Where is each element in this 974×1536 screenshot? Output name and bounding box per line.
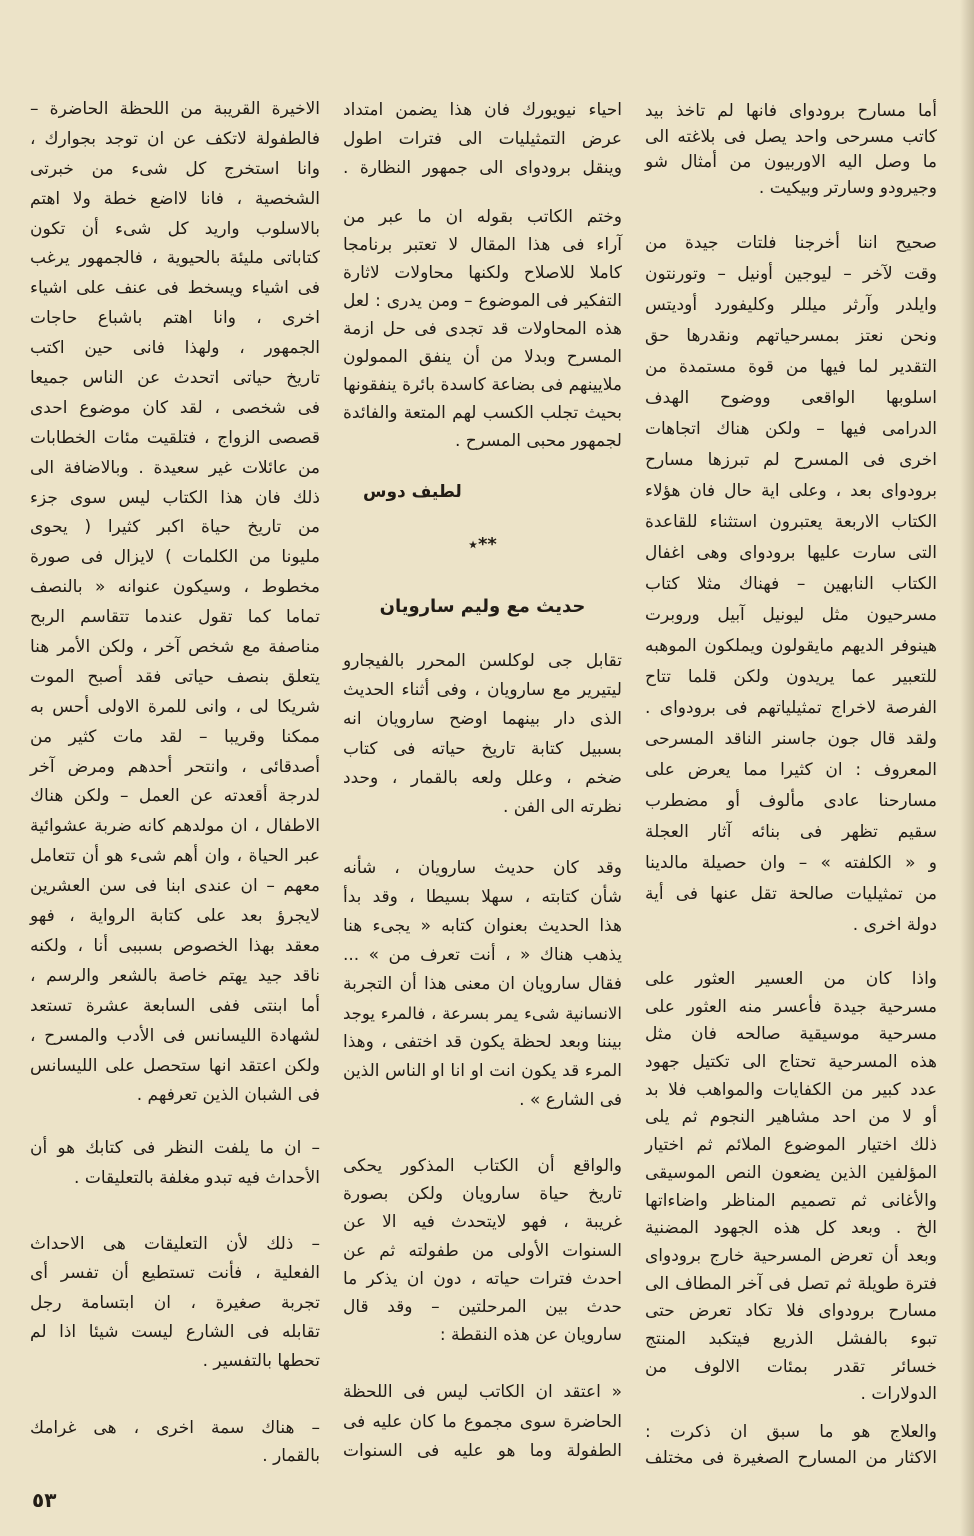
- text-line: اسلوبها الواقعى ووضوح الهدف: [645, 388, 937, 408]
- text-line: اخرى فى المسرح لم تبرزها مسارح: [645, 450, 937, 470]
- paragraph: [645, 1419, 937, 1471]
- text-line: فى اشياء ويسخط فى عنف على اشياء: [30, 278, 320, 299]
- text-line: كاملا للاصلاح ولكنها محاولات لاثارة: [343, 263, 622, 283]
- left-column: [30, 0, 320, 1536]
- text-line: الدرامى فيها – ولكن هناك اتجاهات: [645, 419, 937, 439]
- text-line: أما مسارح برودواى فانها لم تاخذ بيد: [645, 101, 937, 121]
- text-line: بيننا وبعد لحظة يكون قد اختفى ، وهذا: [343, 1032, 622, 1052]
- paragraph: [30, 1230, 320, 1376]
- text-line: وقد كان حديث سارويان ، شأنه: [343, 858, 622, 878]
- paragraph: [645, 966, 937, 1409]
- text-line: التقدير لما فيها من قوة مستمدة من: [645, 357, 937, 377]
- text-line: – ذلك لأن التعليقات هى الاحداث: [30, 1234, 320, 1254]
- text-line: لجمهور محبى المسرح .: [454, 431, 622, 451]
- text-line: كاتب مسرحى واحد يصل فى بلاغته الى: [645, 126, 937, 147]
- text-line: « اعتقد ان الكاتب ليس فى اللحظة: [343, 1382, 622, 1402]
- text-line: شريكا لى ، وانى للمرة الاولى أحس به: [30, 696, 320, 717]
- text-line: للتعبير عما يريدون ولكن قلما تتاح: [645, 667, 937, 687]
- page-number: ٥٣: [32, 1488, 57, 1512]
- text-line: وينقل برودواى الى جمهور النظارة .: [343, 158, 622, 178]
- text-line: عدد كبير من الكفايات والمواهب فلا بد: [645, 1079, 937, 1100]
- text-line: الكتاب الاربعة يعتبرون استثناء للقاعدة: [645, 512, 937, 532]
- text-line: أصدقائى ، وانتحر أحدهم ومرض آخر: [30, 756, 320, 777]
- text-line: الانسانية شىء يمر بسرعة ، فالمرء يوجد: [343, 1004, 622, 1023]
- text-line: مسرحيون مثل ليونيل آبيل وروبرت: [645, 605, 937, 625]
- text-line: ما وصل اليه الاوربيون من أمثال شو: [645, 152, 937, 172]
- text-line: الاطفال ، ان مولدهم كانه ضربة عشوائية: [30, 816, 320, 837]
- text-line: ملايينهم فى بضاعة كاسدة بائرة ينفقونها: [343, 375, 622, 395]
- paragraph: [343, 96, 622, 183]
- text-line: آراء فى هذا المقال لا تعتبر برنامجا: [343, 235, 622, 255]
- paragraph: [343, 854, 622, 1115]
- text-line: وختم الكاتب بقوله ان ما عبر من: [343, 207, 622, 227]
- paragraph: [343, 203, 622, 455]
- text-line: المؤلفين الذين يضعون النص الموسيقى: [645, 1162, 937, 1183]
- text-line: وقت لآخر – ليوجين أونيل – وتورنتون: [645, 264, 937, 284]
- text-line: خسائر تقدر بمئات الالوف من: [645, 1356, 937, 1377]
- text-line: – ان ما يلفت النظر فى كتابك هو أن: [30, 1138, 320, 1158]
- text-line: فى الشبان الذين تعرفهم .: [136, 1085, 320, 1106]
- text-line: معهم – ان عندى ابنا فى سن العشرين: [30, 876, 320, 897]
- text-line: عرض التمثيليات الى فترات اطول: [343, 129, 622, 149]
- paragraph: [30, 1414, 320, 1470]
- text-line: فترة طويلة ثم تصل فى آخر المطاف الى: [645, 1273, 937, 1294]
- text-line: الحاضرة سوى مجموع ما كان عليه فى: [343, 1411, 622, 1432]
- text-line: الخ . وبعد كل هذه الجهود المضنية: [645, 1218, 937, 1239]
- text-line: – هناك سمة اخرى ، هى غرامك: [30, 1418, 320, 1438]
- text-line: هذه المسرحية تحتاج الى تكتيل جهود: [645, 1052, 937, 1073]
- text-line: الشخصية ، فانا لااضع خطة ولا اهتم: [30, 188, 320, 209]
- text-line: مسارح برودواى فلا تكاد تعرض حتى: [645, 1301, 937, 1322]
- text-line: شأن كتابته ، سهلا بسيطا ، وقد بدأ: [343, 887, 622, 907]
- text-line: الكتاب النابهين – فهناك مثلا كتاب: [645, 574, 937, 594]
- text-line: وانا استخرج كل شىء من خبرتى: [30, 158, 320, 179]
- text-line: يتعلق بنصف حياتى فقد أصبح الموت: [30, 666, 320, 687]
- text-line: اخرى ، وانا اهتم باشباع حاجات: [30, 308, 320, 329]
- text-line: ذلك فان هذا الكتاب ليس سوى جزء: [30, 487, 320, 508]
- text-line: تجربة صغيرة ، ان ابتسامة رجل: [30, 1292, 320, 1313]
- text-line: مخطوط ، وسيكون عنوانه « بالنصف: [30, 577, 320, 598]
- author-signature: لطيف دوس: [363, 482, 462, 502]
- text-line: فالطفولة لاتكف عن ان توجد بجوارك ،: [30, 128, 320, 149]
- text-line: الأحداث فيه تبدو مغلفة بالتعليقات .: [74, 1168, 320, 1188]
- text-line: ممكنا وقريبا – لقد مات كثير من: [30, 726, 320, 747]
- text-line: كتاباتى مليئة بالحيوية ، فالجمهور يرغب: [30, 248, 320, 269]
- text-line: تماما كما تقول عندما تتقاسم الربح: [30, 607, 320, 628]
- text-line: ولقد قال جون جاسنر الناقد المسرحى: [645, 729, 937, 749]
- text-line: برودواى بعد ، وعلى اية حال فان هؤلاء: [645, 481, 937, 501]
- text-line: احدث فترات حياته ، دون ان يذكر ما: [343, 1268, 622, 1289]
- text-line: هينوفر الديهم مايقولون ويملكون الموهبه: [645, 636, 937, 656]
- text-line: الذى دار بينهما اوضح سارويان انه: [343, 709, 622, 730]
- text-line: تقابله فى الشارع ليست شيئا اذا لم: [30, 1321, 320, 1342]
- paragraph: [30, 1133, 320, 1193]
- text-line: حدث بين المرحلتين – وقد قال: [343, 1296, 622, 1317]
- text-line: الفرصة لاخراج تمثيلياتهم فى برودواى .: [645, 698, 937, 718]
- text-line: نظرته الى الفن .: [502, 796, 622, 817]
- text-line: ضخم ، وعلل ولعه بالقمار ، وحدد: [343, 767, 622, 788]
- text-line: فى الشارع » .: [519, 1090, 622, 1110]
- paragraph: [343, 647, 622, 822]
- text-line: الجمهور ، ولهذا فانى حين اكتب: [30, 338, 320, 359]
- text-line: والعلاج هو ما سبق ان ذكرت :: [645, 1422, 937, 1442]
- text-line: احياء نيويورك فان هذا يضمن امتداد: [343, 100, 622, 120]
- text-line: فقال سارويان ان معنى هذا أن التجربة: [343, 974, 622, 994]
- text-line: مسرحية جيدة فأعسر منه العثور على: [645, 996, 937, 1017]
- text-line: ناقد جيد يهتم خاصة بالشعر والرسم ،: [30, 965, 320, 986]
- text-line: الدولارات .: [860, 1384, 937, 1405]
- text-line: مسارحنا عادى مألوف أو مضطرب: [645, 791, 937, 811]
- text-line: الطفولة وما هو عليه فى السنوات: [343, 1441, 622, 1461]
- text-line: بالقمار .: [262, 1446, 320, 1466]
- text-line: تاريخ حياة سارويان ولكن بصورة: [343, 1184, 622, 1205]
- paragraph: [645, 99, 937, 201]
- text-line: عبر الحياة ، وان أهم شىء هو أن تتعامل: [30, 846, 320, 867]
- text-line: مناصفة مع شخص آخر ، ولكن الأمر هنا: [30, 637, 320, 658]
- text-line: واذا كان من العسير العثور على: [645, 969, 937, 989]
- text-line: و « الكلفته » – وان حصيلة مالدينا: [645, 853, 937, 873]
- text-line: وجيرودو وسارتر وبيكيت .: [758, 177, 937, 198]
- text-line: سارويان عن هذه النقطة :: [439, 1325, 622, 1346]
- text-line: المسرح وبدلا من أن ينفق الممولون: [343, 347, 622, 367]
- text-line: بسبيل كتابة تاريخ حياته فى كتاب: [343, 738, 622, 759]
- paragraph: [30, 95, 320, 1111]
- text-line: لشهادة الليسانس فى الأدب والمسرح ،: [30, 1025, 320, 1046]
- text-line: بحيث تجلب الكسب لهم المتعة والفائدة: [343, 403, 622, 423]
- middle-column: [343, 0, 622, 1536]
- text-line: وايلدر وآرثر ميللر وكليفورد أوديتس: [645, 295, 937, 315]
- text-line: تاريخ حياتى اتحدث عن الناس جميعا: [30, 368, 320, 389]
- paragraph: [343, 1152, 622, 1349]
- text-line: أما ابنتى ففى السابعة عشرة تستعد: [30, 995, 320, 1016]
- text-line: من تمثيليات صالحة تقل عنها فى أية: [645, 884, 937, 904]
- text-line: المعروف : ان كثيرا مما يعرض على: [645, 760, 937, 780]
- text-line: السنوات الأولى من طفولته ثم عن: [343, 1240, 622, 1261]
- text-line: مسرحية موسيقية صالحه فان مثل: [645, 1024, 937, 1045]
- text-line: بالاسلوب واريد كل شىء أن تكون: [30, 218, 320, 239]
- text-line: المرء قد يكون انت او انا او الناس الذين: [343, 1061, 622, 1081]
- text-line: تحطها بالتفسير .: [202, 1351, 320, 1371]
- text-line: صحيح اننا أخرجنا فلتات جيدة من: [645, 233, 937, 253]
- text-line: من عائلات غير سعيدة . وبالاضافة الى: [30, 457, 320, 478]
- text-line: فى شخصى ، لقد كان موضوع احدى: [30, 397, 320, 418]
- text-line: أو لا من احد مشاهير النجوم ثم يلى: [645, 1107, 937, 1128]
- text-line: لدرجة أقعدته عن العمل – ولكن هناك: [30, 786, 320, 807]
- text-line: معقد بهذا الخصوص بسببى أنا ، ولكنه: [30, 935, 320, 956]
- text-line: التفكير فى الموضوع – ومن يدرى : لعل: [343, 291, 622, 311]
- text-line: هذا الحديث بعنوان كتابه « يجىء هنا: [343, 916, 622, 936]
- text-line: مليونا من الكلمات ) لايزال فى صورة: [30, 547, 320, 568]
- text-line: تقابل جى لوكلسن المحرر بالفيجارو: [343, 651, 622, 671]
- interview-title: حديث مع وليم سارويان: [379, 596, 586, 617]
- text-line: من تاريخ حياة اكبر كثيرا ( يحوى: [30, 517, 320, 538]
- section-separator: **٭: [468, 534, 497, 555]
- text-line: دولة اخرى .: [852, 915, 937, 935]
- paragraph: [343, 1378, 622, 1467]
- right-column: [645, 0, 937, 1536]
- text-line: ونحن نعتز بمسرحياتهم ونقدرها حق: [645, 326, 937, 346]
- paragraph: [645, 228, 937, 941]
- text-line: هذه المحاولات قد تجدى فى حل ازمة: [343, 319, 622, 339]
- text-line: الاخيرة القريبة من اللحظة الحاضرة –: [30, 99, 320, 119]
- page-edge-shadow: [960, 0, 974, 1536]
- text-line: تبوء بالفشل الذريع فيتكبد المنتج: [645, 1328, 937, 1349]
- text-line: ليتيرير مع سارويان ، وفى أثناء الحديث: [343, 680, 622, 701]
- text-line: التى سارت عليها برودواى وهى اغفال: [645, 543, 937, 563]
- text-line: يذهب هناك « ، أنت تعرف من » ...: [343, 945, 622, 965]
- text-line: لايجرؤ بعد على كتابة الرواية ، فهو: [30, 906, 320, 927]
- text-line: وبعد أن تعرض المسرحية خارج برودواى: [645, 1245, 937, 1266]
- text-line: غريبة ، فهو لايتحدث فيه الا عن: [343, 1212, 622, 1233]
- text-line: ذلك اختيار الموضوع الملائم ثم اختيار: [645, 1135, 937, 1156]
- text-line: الاكثار من المسارح الصغيرة فى مختلف: [645, 1448, 937, 1468]
- text-line: والواقع أن الكتاب المذكور يحكى: [343, 1156, 622, 1176]
- text-line: والأغانى ثم تصميم المناظر واضاءاتها: [645, 1190, 937, 1211]
- text-line: الفعلية ، فأنت تستطيع أن تفسر أى: [30, 1263, 320, 1284]
- text-line: سقيم تظهر فى بنائه آثار العجلة: [645, 822, 937, 842]
- text-line: قصصى الزواج ، فتلقيت مئات الخطابات: [30, 427, 320, 448]
- text-line: ولكن اعتقد انها ستحصل على الليسانس: [30, 1055, 320, 1076]
